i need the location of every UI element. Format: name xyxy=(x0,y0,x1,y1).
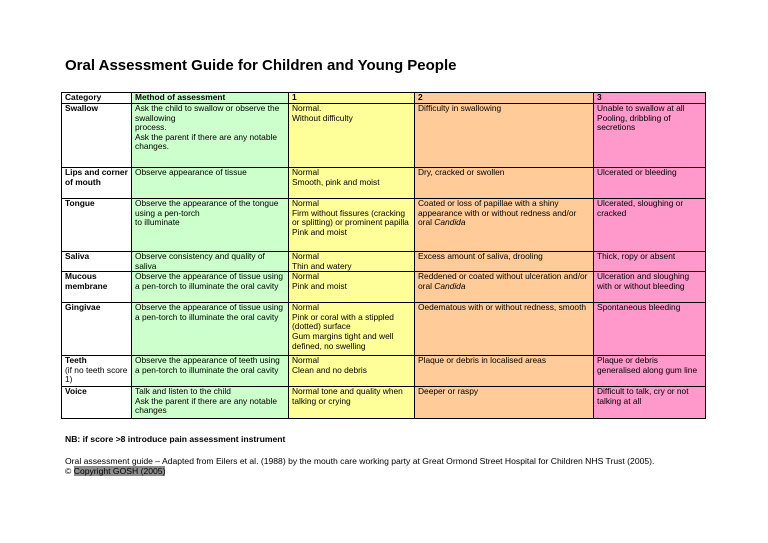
category-label: Teeth xyxy=(65,355,87,366)
category-cell xyxy=(62,303,132,356)
score-2-cell xyxy=(415,168,594,199)
score-1-cell-line: Normal xyxy=(292,198,319,208)
copyright-line xyxy=(65,466,165,476)
method-cell-line: Observe the appearance of tissue using a pen-torch to illuminate the oral cavity xyxy=(135,302,284,322)
method-cell-line: Talk and listen to the child xyxy=(135,386,231,397)
table-row xyxy=(62,252,706,272)
score-3-cell xyxy=(594,168,706,199)
table-row xyxy=(62,356,706,387)
category-cell xyxy=(62,272,132,303)
score-3-cell-line: Ulcerated, sloughing or cracked xyxy=(597,198,684,218)
score-1-cell-line: Smooth, pink and moist xyxy=(292,176,380,187)
table-header-row xyxy=(62,93,706,104)
score-2-cell xyxy=(415,104,594,168)
category-label: Tongue xyxy=(65,198,95,208)
category-label: Voice xyxy=(65,386,87,397)
score-1-cell-line: Firm without fissures (cracking or splitting) or prominent papilla xyxy=(292,207,409,228)
method-cell xyxy=(132,356,289,387)
score-3-cell-line: Plaque or debris generalised along gum line xyxy=(597,355,698,375)
page-title: Oral Assessment Guide for Children and Young People xyxy=(65,57,457,74)
score-3-cell-line: Thick, ropy or absent xyxy=(597,251,676,261)
table-row xyxy=(62,104,706,168)
score-1-cell-line: Clean and no debris xyxy=(292,364,367,375)
score-1-cell-line: Pink and moist xyxy=(292,280,347,291)
score-3-cell-line: Difficult to talk, cry or not talking at all xyxy=(597,386,689,406)
score-1-cell-line: Normal xyxy=(292,355,319,366)
score-1-cell xyxy=(289,252,415,272)
category-label: Swallow xyxy=(65,103,99,113)
score-2-cell xyxy=(415,199,594,252)
copyright-symbol: © xyxy=(65,466,74,476)
method-cell-line: process. xyxy=(135,122,167,133)
category-cell xyxy=(62,104,132,168)
score-3-cell xyxy=(594,252,706,272)
score-1-cell xyxy=(289,272,415,303)
category-label: Gingivae xyxy=(65,302,101,313)
method-cell xyxy=(132,199,289,252)
score-1-cell-line: Without difficulty xyxy=(292,112,353,123)
category-cell xyxy=(62,199,132,252)
score-2-text: Difficulty in swallowing xyxy=(418,103,502,113)
table-row xyxy=(62,272,706,303)
source-citation: Oral assessment guide – Adapted from Eilers et al. (1988) by the mouth care working party at Great Ormond Street Hospital for Children NHS Trust (2005). xyxy=(65,456,655,466)
score-1-cell-line: Normal xyxy=(292,271,319,282)
category-cell xyxy=(62,387,132,419)
table-row xyxy=(62,199,706,252)
header-score-1: 1 xyxy=(289,93,415,104)
score-1-cell-line: Gum margins tight and well defined, no swelling xyxy=(292,330,394,351)
score-2-cell xyxy=(415,387,594,419)
score-2-italic-text: Candida xyxy=(434,280,466,291)
method-cell-line: Ask the child to swallow or observe the swallowing xyxy=(135,103,280,123)
score-2-cell xyxy=(415,303,594,356)
score-3-cell-line: Ulcerated or bleeding xyxy=(597,167,677,177)
category-label: Lips and corner of mouth xyxy=(65,167,128,187)
score-1-cell xyxy=(289,356,415,387)
score-1-cell-line: Normal xyxy=(292,167,319,177)
method-cell-line: changes. xyxy=(135,141,169,152)
method-cell-line: Observe appearance of tissue xyxy=(135,167,247,177)
method-cell-line: to illuminate xyxy=(135,217,180,228)
score-3-cell xyxy=(594,199,706,252)
score-1-cell xyxy=(289,104,415,168)
method-cell-line: Observe consistency and quality of saliva xyxy=(135,251,265,271)
score-3-cell xyxy=(594,387,706,419)
score-3-cell xyxy=(594,104,706,168)
score-2-cell xyxy=(415,272,594,303)
assessment-table xyxy=(61,92,706,419)
score-3-cell xyxy=(594,272,706,303)
method-cell xyxy=(132,252,289,272)
method-cell-line: Observe the appearance of tissue using a pen-torch to illuminate the oral cavity xyxy=(135,271,284,291)
category-sublabel: (if no teeth score 1) xyxy=(65,364,128,385)
method-cell-line: Observe the appearance of teeth using a pen-torch to illuminate the oral cavity xyxy=(135,355,280,375)
score-note: NB: if score >8 introduce pain assessment instrument xyxy=(65,434,286,444)
score-1-cell xyxy=(289,387,415,419)
score-1-cell-line: Pink and moist xyxy=(292,226,347,237)
category-cell xyxy=(62,168,132,199)
score-2-text: Deeper or raspy xyxy=(418,386,479,397)
table-row xyxy=(62,168,706,199)
category-label: Saliva xyxy=(65,251,90,261)
method-cell-line: Ask the parent if there are any notable changes xyxy=(135,395,277,416)
score-2-text: Dry, cracked or swollen xyxy=(418,167,505,177)
score-1-cell-line: Normal xyxy=(292,251,319,261)
score-1-cell xyxy=(289,168,415,199)
method-cell xyxy=(132,104,289,168)
header-category: Category xyxy=(62,93,132,104)
score-3-cell xyxy=(594,303,706,356)
score-2-italic-text: Candida xyxy=(434,217,466,228)
score-2-cell xyxy=(415,252,594,272)
score-3-cell xyxy=(594,356,706,387)
header-score-2: 2 xyxy=(415,93,594,104)
score-3-cell-line: Pooling, dribbling of secretions xyxy=(597,112,671,133)
score-3-cell-line: Unable to swallow at all xyxy=(597,103,685,113)
score-2-text: Coated or loss of papillae with a shiny appearance with or without redness and/or oral xyxy=(418,198,577,228)
score-2-cell xyxy=(415,356,594,387)
method-cell-line: Ask the parent if there are any notable xyxy=(135,131,277,142)
method-cell xyxy=(132,303,289,356)
score-3-cell-line: Spontaneous bleeding xyxy=(597,302,681,313)
score-2-text: Oedematous with or without redness, smooth xyxy=(418,302,587,313)
method-cell xyxy=(132,387,289,419)
method-cell xyxy=(132,168,289,199)
score-2-text: Plaque or debris in localised areas xyxy=(418,355,547,366)
score-1-cell-line: Normal xyxy=(292,302,319,313)
score-1-cell xyxy=(289,303,415,356)
score-3-cell-line: Ulceration and sloughing with or without bleeding xyxy=(597,271,690,291)
score-1-cell xyxy=(289,199,415,252)
table-row xyxy=(62,387,706,419)
copyright-text: Copyright GOSH (2005) xyxy=(73,466,166,476)
category-cell xyxy=(62,252,132,272)
method-cell xyxy=(132,272,289,303)
score-2-text: Reddened or coated without ulceration and/or oral xyxy=(418,271,588,291)
header-method: Method of assessment xyxy=(132,93,289,104)
method-cell-line: Observe the appearance of the tongue using a pen-torch xyxy=(135,198,279,218)
category-label: Mucous membrane xyxy=(65,271,108,291)
score-1-cell-line: Normal. xyxy=(292,103,322,113)
score-1-cell-line: Thin and watery xyxy=(292,260,352,271)
category-cell xyxy=(62,356,132,387)
table-row xyxy=(62,303,706,356)
header-score-3: 3 xyxy=(594,93,706,104)
score-1-cell-line: Normal tone and quality when talking or crying xyxy=(292,386,403,406)
score-1-cell-line: Pink or coral with a stippled (dotted) surface xyxy=(292,311,394,332)
score-2-text: Excess amount of saliva, drooling xyxy=(418,251,543,261)
